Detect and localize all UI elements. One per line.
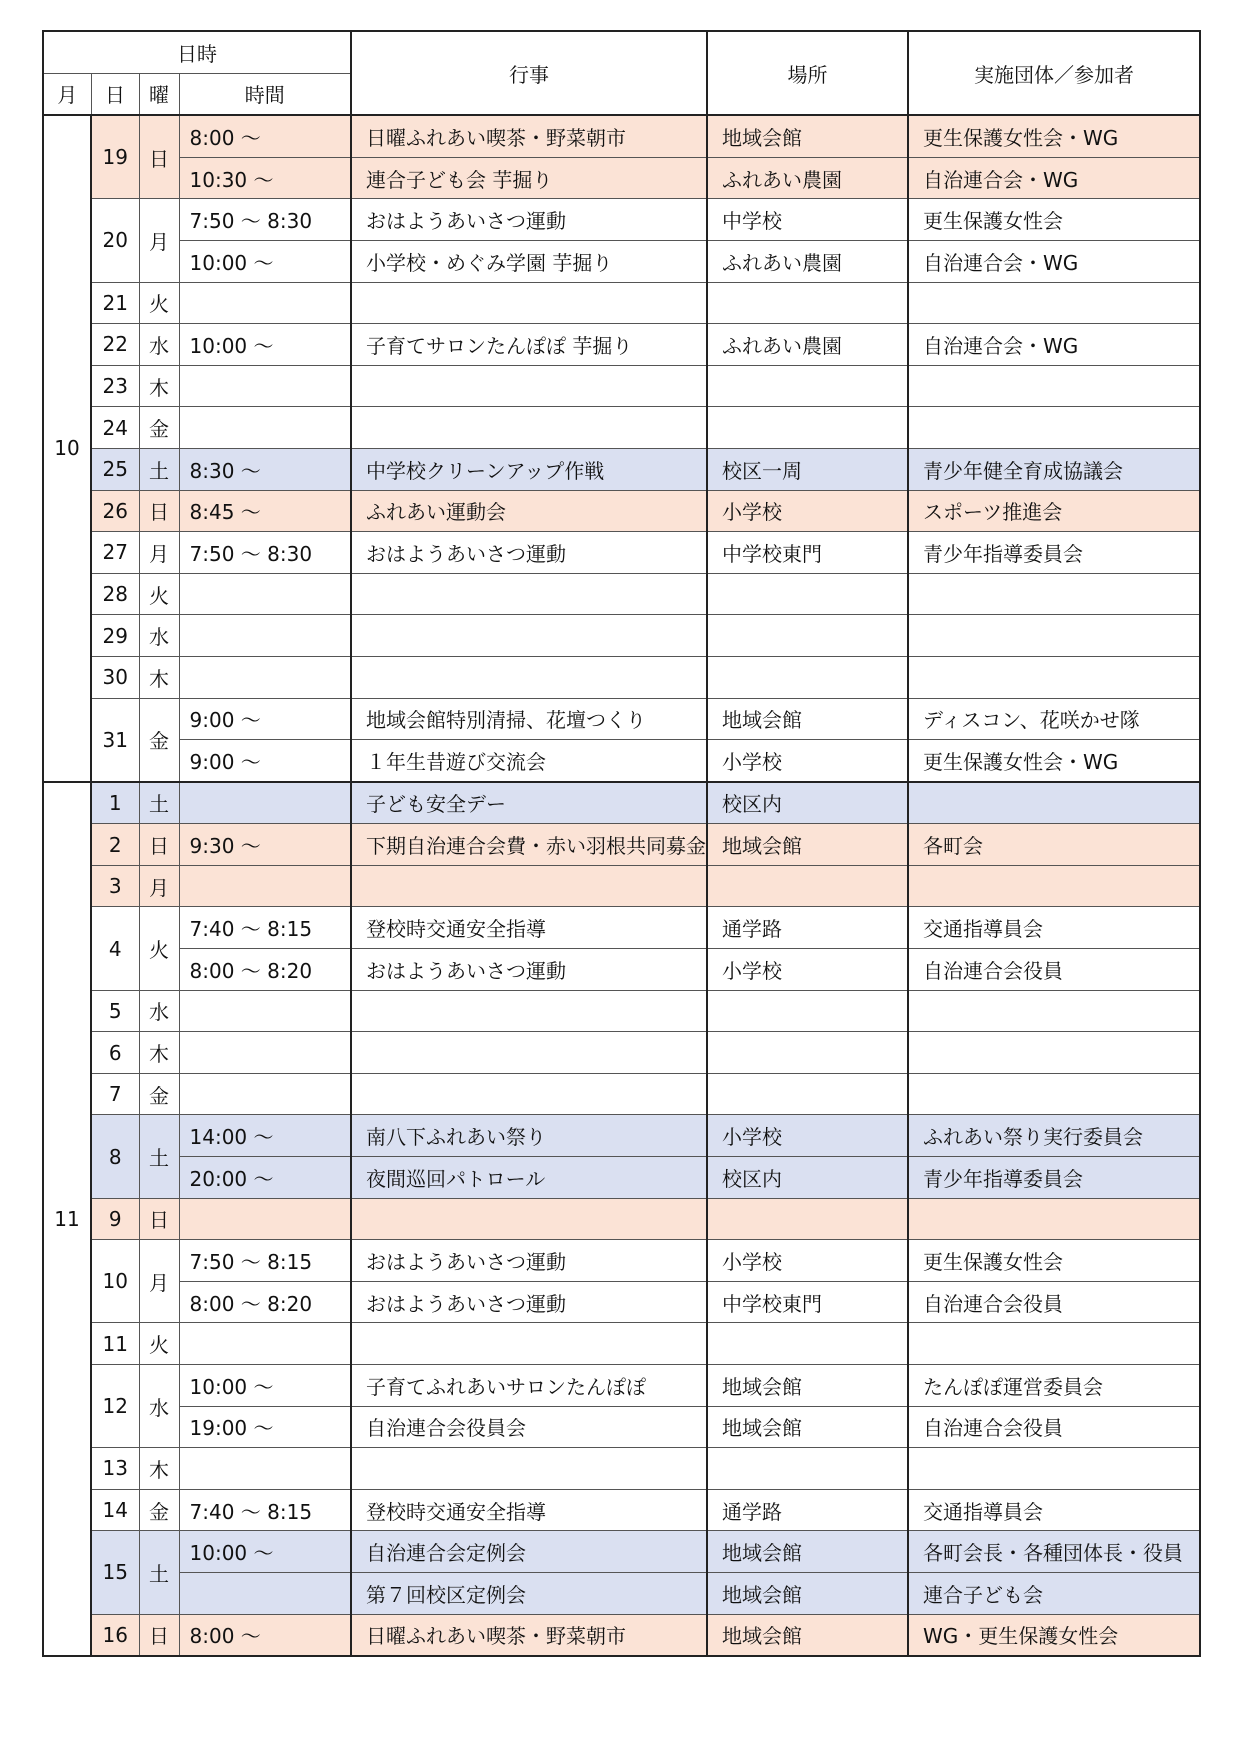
header-day: 日 — [91, 73, 139, 115]
weekday-cell: 火 — [139, 282, 179, 324]
time-cell: 9:00 ～ — [179, 740, 351, 782]
day-cell: 10 — [91, 1240, 139, 1323]
place-cell: 校区一周 — [707, 448, 908, 490]
day-cell: 14 — [91, 1489, 139, 1531]
place-cell: 中学校 — [707, 199, 908, 241]
day-cell: 29 — [91, 615, 139, 657]
time-cell — [179, 1032, 351, 1074]
place-cell — [707, 282, 908, 324]
place-cell — [707, 1448, 908, 1490]
event-cell: 自治連合会役員会 — [351, 1406, 707, 1448]
weekday-cell: 日 — [139, 1198, 179, 1240]
place-cell: 小学校 — [707, 740, 908, 782]
table-row — [43, 282, 1200, 324]
event-cell: おはようあいさつ運動 — [351, 532, 707, 574]
table-row — [43, 740, 1200, 782]
event-cell: 第７回校区定例会 — [351, 1572, 707, 1614]
weekday-cell: 月 — [139, 199, 179, 282]
weekday-cell: 日 — [139, 824, 179, 866]
day-cell: 21 — [91, 282, 139, 324]
org-cell — [908, 1032, 1200, 1074]
event-cell: 日曜ふれあい喫茶・野菜朝市 — [351, 1614, 707, 1656]
org-cell: 自治連合会・WG — [908, 240, 1200, 282]
event-cell — [351, 865, 707, 907]
event-cell — [351, 365, 707, 407]
time-cell: 8:45 ～ — [179, 490, 351, 532]
event-cell: 小学校・めぐみ学園 芋掘り — [351, 240, 707, 282]
place-cell: 校区内 — [707, 1157, 908, 1199]
weekday-cell: 金 — [139, 1489, 179, 1531]
weekday-cell: 月 — [139, 1240, 179, 1323]
org-cell: 各町会長・各種団体長・役員 — [908, 1531, 1200, 1573]
time-cell: 20:00 ～ — [179, 1157, 351, 1199]
month-cell: 10 — [43, 115, 91, 782]
event-cell — [351, 573, 707, 615]
event-cell — [351, 1448, 707, 1490]
org-cell — [908, 573, 1200, 615]
event-cell — [351, 1323, 707, 1365]
event-cell: 夜間巡回パトロール — [351, 1157, 707, 1199]
table-row — [43, 365, 1200, 407]
time-cell: 9:30 ～ — [179, 824, 351, 866]
table-row — [43, 1073, 1200, 1115]
weekday-cell: 月 — [139, 532, 179, 574]
event-cell — [351, 1032, 707, 1074]
org-cell: ディスコン、花咲かせ隊 — [908, 698, 1200, 740]
time-cell — [179, 1572, 351, 1614]
place-cell: 地域会館 — [707, 1572, 908, 1614]
table-row — [43, 115, 1200, 157]
event-cell — [351, 1073, 707, 1115]
org-cell — [908, 365, 1200, 407]
day-cell: 31 — [91, 698, 139, 782]
org-cell: WG・更生保護女性会 — [908, 1614, 1200, 1656]
place-cell — [707, 865, 908, 907]
place-cell — [707, 1323, 908, 1365]
event-cell: 子育てサロンたんぽぽ 芋掘り — [351, 324, 707, 366]
event-cell — [351, 282, 707, 324]
time-cell: 7:50 ～ 8:30 — [179, 199, 351, 241]
table-body — [43, 115, 1200, 1656]
org-cell — [908, 1323, 1200, 1365]
org-cell — [908, 407, 1200, 449]
weekday-cell: 火 — [139, 907, 179, 990]
place-cell — [707, 407, 908, 449]
event-cell: 連合子ども会 芋掘り — [351, 157, 707, 199]
place-cell — [707, 1198, 908, 1240]
weekday-cell: 火 — [139, 1323, 179, 1365]
event-cell — [351, 1198, 707, 1240]
table-row — [43, 157, 1200, 199]
time-cell — [179, 1073, 351, 1115]
time-cell: 10:00 ～ — [179, 240, 351, 282]
event-cell: 地域会館特別清掃、花壇つくり — [351, 698, 707, 740]
day-cell: 28 — [91, 573, 139, 615]
time-cell: 10:00 ～ — [179, 324, 351, 366]
org-cell — [908, 615, 1200, 657]
event-cell: 登校時交通安全指導 — [351, 1489, 707, 1531]
time-cell: 10:00 ～ — [179, 1531, 351, 1573]
event-cell — [351, 990, 707, 1032]
day-cell: 6 — [91, 1032, 139, 1074]
org-cell: 自治連合会役員 — [908, 1406, 1200, 1448]
org-cell — [908, 782, 1200, 824]
place-cell: ふれあい農園 — [707, 240, 908, 282]
time-cell: 7:40 ～ 8:15 — [179, 1489, 351, 1531]
table-row — [43, 782, 1200, 824]
time-cell — [179, 1323, 351, 1365]
day-cell: 1 — [91, 782, 139, 824]
header-place: 場所 — [707, 31, 908, 115]
time-cell: 10:30 ～ — [179, 157, 351, 199]
table-row — [43, 990, 1200, 1032]
table-row — [43, 824, 1200, 866]
day-cell: 26 — [91, 490, 139, 532]
table-row — [43, 656, 1200, 698]
place-cell: 地域会館 — [707, 698, 908, 740]
time-cell — [179, 615, 351, 657]
org-cell: 連合子ども会 — [908, 1572, 1200, 1614]
org-cell: 青少年指導委員会 — [908, 532, 1200, 574]
event-cell: おはようあいさつ運動 — [351, 1240, 707, 1282]
event-cell: １年生昔遊び交流会 — [351, 740, 707, 782]
day-cell: 20 — [91, 199, 139, 282]
place-cell: 中学校東門 — [707, 1281, 908, 1323]
place-cell: 小学校 — [707, 1240, 908, 1282]
event-cell — [351, 615, 707, 657]
header-datetime: 日時 — [43, 31, 351, 73]
org-cell — [908, 990, 1200, 1032]
weekday-cell: 日 — [139, 1614, 179, 1656]
org-cell: 自治連合会・WG — [908, 157, 1200, 199]
time-cell: 7:50 ～ 8:30 — [179, 532, 351, 574]
place-cell: ふれあい農園 — [707, 324, 908, 366]
day-cell: 12 — [91, 1365, 139, 1448]
table-row — [43, 1406, 1200, 1448]
event-cell — [351, 407, 707, 449]
weekday-cell: 土 — [139, 1531, 179, 1614]
table-row — [43, 490, 1200, 532]
weekday-cell: 土 — [139, 1115, 179, 1198]
place-cell: 通学路 — [707, 907, 908, 949]
header-weekday: 曜 — [139, 73, 179, 115]
day-cell: 19 — [91, 115, 139, 199]
time-cell — [179, 782, 351, 824]
event-cell: 登校時交通安全指導 — [351, 907, 707, 949]
place-cell — [707, 990, 908, 1032]
header-month: 月 — [43, 73, 91, 115]
table-row — [43, 1614, 1200, 1656]
day-cell: 9 — [91, 1198, 139, 1240]
day-cell: 30 — [91, 656, 139, 698]
weekday-cell: 木 — [139, 365, 179, 407]
org-cell: 交通指導員会 — [908, 907, 1200, 949]
day-cell: 13 — [91, 1448, 139, 1490]
time-cell — [179, 1198, 351, 1240]
place-cell — [707, 615, 908, 657]
event-cell: 中学校クリーンアップ作戦 — [351, 448, 707, 490]
org-cell: スポーツ推進会 — [908, 490, 1200, 532]
weekday-cell: 日 — [139, 490, 179, 532]
day-cell: 16 — [91, 1614, 139, 1656]
place-cell: 小学校 — [707, 1115, 908, 1157]
table-row — [43, 1531, 1200, 1573]
time-cell: 10:00 ～ — [179, 1365, 351, 1407]
place-cell: 地域会館 — [707, 824, 908, 866]
org-cell — [908, 1073, 1200, 1115]
time-cell: 7:50 ～ 8:15 — [179, 1240, 351, 1282]
place-cell: 小学校 — [707, 490, 908, 532]
table-row — [43, 407, 1200, 449]
table-row — [43, 199, 1200, 241]
header-time: 時間 — [179, 73, 351, 115]
place-cell — [707, 656, 908, 698]
place-cell — [707, 1032, 908, 1074]
event-cell: 子育てふれあいサロンたんぽぽ — [351, 1365, 707, 1407]
place-cell: 校区内 — [707, 782, 908, 824]
place-cell: 小学校 — [707, 949, 908, 991]
table-row — [43, 1032, 1200, 1074]
time-cell: 7:40 ～ 8:15 — [179, 907, 351, 949]
place-cell — [707, 365, 908, 407]
time-cell — [179, 990, 351, 1032]
org-cell: 自治連合会役員 — [908, 949, 1200, 991]
day-cell: 15 — [91, 1531, 139, 1614]
table-row — [43, 865, 1200, 907]
time-cell — [179, 365, 351, 407]
weekday-cell: 木 — [139, 656, 179, 698]
event-cell: 子ども安全デー — [351, 782, 707, 824]
table-row — [43, 1240, 1200, 1282]
day-cell: 11 — [91, 1323, 139, 1365]
weekday-cell: 金 — [139, 1073, 179, 1115]
table-row — [43, 1365, 1200, 1407]
table-row — [43, 1157, 1200, 1199]
time-cell: 8:30 ～ — [179, 448, 351, 490]
day-cell: 4 — [91, 907, 139, 990]
place-cell: 地域会館 — [707, 115, 908, 157]
event-cell: 下期自治連合会費・赤い羽根共同募金 — [351, 824, 707, 866]
day-cell: 25 — [91, 448, 139, 490]
table-row — [43, 907, 1200, 949]
weekday-cell: 火 — [139, 573, 179, 615]
org-cell: 更生保護女性会 — [908, 1240, 1200, 1282]
org-cell — [908, 282, 1200, 324]
weekday-cell: 水 — [139, 1365, 179, 1448]
table-row — [43, 1198, 1200, 1240]
time-cell: 8:00 ～ 8:20 — [179, 1281, 351, 1323]
table-row — [43, 698, 1200, 740]
weekday-cell: 土 — [139, 448, 179, 490]
time-cell: 19:00 ～ — [179, 1406, 351, 1448]
day-cell: 22 — [91, 324, 139, 366]
time-cell — [179, 407, 351, 449]
weekday-cell: 月 — [139, 865, 179, 907]
event-cell: 自治連合会定例会 — [351, 1531, 707, 1573]
day-cell: 2 — [91, 824, 139, 866]
event-cell: ふれあい運動会 — [351, 490, 707, 532]
header-org: 実施団体／参加者 — [908, 31, 1200, 115]
event-cell — [351, 656, 707, 698]
table-row — [43, 1448, 1200, 1490]
time-cell — [179, 282, 351, 324]
org-cell: 各町会 — [908, 824, 1200, 866]
place-cell: 地域会館 — [707, 1614, 908, 1656]
day-cell: 24 — [91, 407, 139, 449]
event-cell: おはようあいさつ運動 — [351, 199, 707, 241]
org-cell: 交通指導員会 — [908, 1489, 1200, 1531]
event-cell: おはようあいさつ運動 — [351, 949, 707, 991]
time-cell — [179, 1448, 351, 1490]
weekday-cell: 金 — [139, 698, 179, 782]
org-cell: たんぽぽ運営委員会 — [908, 1365, 1200, 1407]
place-cell: ふれあい農園 — [707, 157, 908, 199]
day-cell: 3 — [91, 865, 139, 907]
table-row — [43, 448, 1200, 490]
org-cell: 青少年指導委員会 — [908, 1157, 1200, 1199]
org-cell: 自治連合会役員 — [908, 1281, 1200, 1323]
org-cell: 青少年健全育成協議会 — [908, 448, 1200, 490]
place-cell: 中学校東門 — [707, 532, 908, 574]
place-cell: 通学路 — [707, 1489, 908, 1531]
time-cell — [179, 573, 351, 615]
time-cell: 9:00 ～ — [179, 698, 351, 740]
table-row — [43, 949, 1200, 991]
time-cell — [179, 656, 351, 698]
table-row — [43, 1281, 1200, 1323]
table-row — [43, 615, 1200, 657]
day-cell: 5 — [91, 990, 139, 1032]
time-cell: 8:00 ～ 8:20 — [179, 949, 351, 991]
org-cell: 更生保護女性会・WG — [908, 740, 1200, 782]
time-cell: 8:00 ～ — [179, 115, 351, 157]
event-cell: 日曜ふれあい喫茶・野菜朝市 — [351, 115, 707, 157]
time-cell — [179, 865, 351, 907]
weekday-cell: 土 — [139, 782, 179, 824]
event-cell: 南八下ふれあい祭り — [351, 1115, 707, 1157]
org-cell: 更生保護女性会 — [908, 199, 1200, 241]
place-cell — [707, 573, 908, 615]
table-row — [43, 240, 1200, 282]
table-row — [43, 1572, 1200, 1614]
org-cell: ふれあい祭り実行委員会 — [908, 1115, 1200, 1157]
day-cell: 8 — [91, 1115, 139, 1198]
table-row — [43, 1115, 1200, 1157]
weekday-cell: 木 — [139, 1448, 179, 1490]
time-cell: 8:00 ～ — [179, 1614, 351, 1656]
org-cell — [908, 1448, 1200, 1490]
month-cell: 11 — [43, 782, 91, 1656]
weekday-cell: 金 — [139, 407, 179, 449]
org-cell: 更生保護女性会・WG — [908, 115, 1200, 157]
time-cell: 14:00 ～ — [179, 1115, 351, 1157]
header-event: 行事 — [351, 31, 707, 115]
org-cell — [908, 656, 1200, 698]
table-row — [43, 1489, 1200, 1531]
place-cell: 地域会館 — [707, 1531, 908, 1573]
weekday-cell: 水 — [139, 990, 179, 1032]
table-row — [43, 324, 1200, 366]
org-cell: 自治連合会・WG — [908, 324, 1200, 366]
schedule-table — [42, 30, 1201, 1657]
org-cell — [908, 865, 1200, 907]
weekday-cell: 日 — [139, 115, 179, 199]
day-cell: 7 — [91, 1073, 139, 1115]
event-cell: おはようあいさつ運動 — [351, 1281, 707, 1323]
day-cell: 23 — [91, 365, 139, 407]
weekday-cell: 水 — [139, 615, 179, 657]
table-header — [43, 31, 1200, 115]
weekday-cell: 木 — [139, 1032, 179, 1074]
table-row — [43, 573, 1200, 615]
place-cell — [707, 1073, 908, 1115]
table-row — [43, 1323, 1200, 1365]
weekday-cell: 水 — [139, 324, 179, 366]
place-cell: 地域会館 — [707, 1365, 908, 1407]
day-cell: 27 — [91, 532, 139, 574]
table-row — [43, 532, 1200, 574]
place-cell: 地域会館 — [707, 1406, 908, 1448]
org-cell — [908, 1198, 1200, 1240]
